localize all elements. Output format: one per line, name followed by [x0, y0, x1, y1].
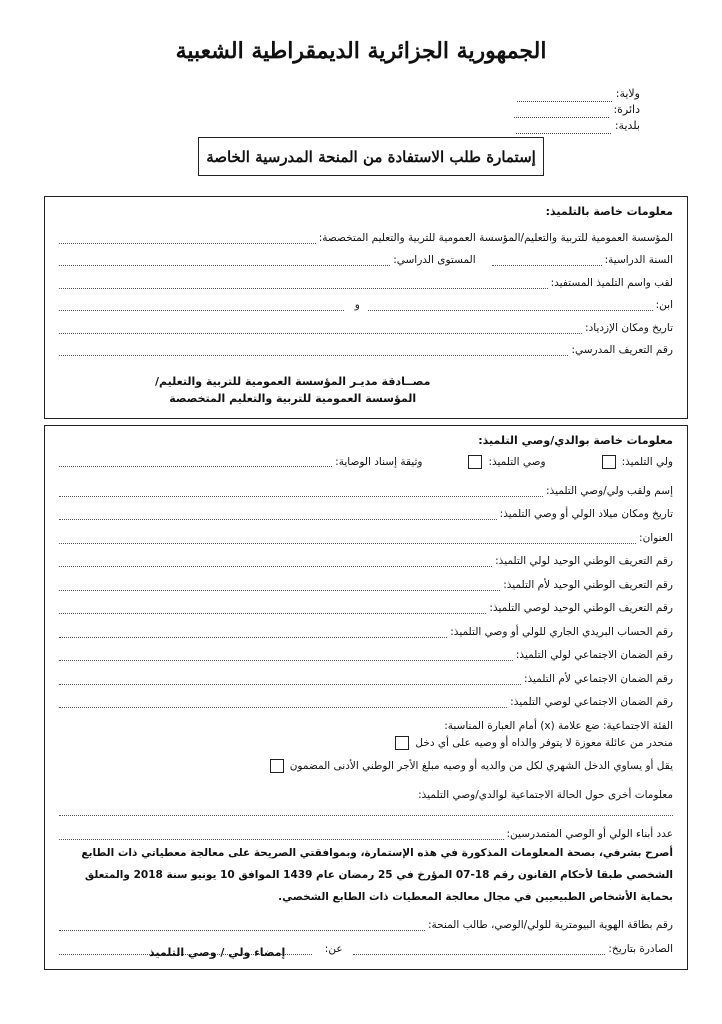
- daira-label: دائرة:: [613, 103, 640, 116]
- father-name-field[interactable]: [368, 300, 653, 311]
- guardian-parent-checkbox[interactable]: [602, 455, 616, 469]
- children-count-label: عدد أبناء الولي أو الوصي المتمدرسين:: [506, 827, 673, 840]
- level-field[interactable]: [59, 255, 390, 266]
- baladiya-field[interactable]: [516, 122, 611, 134]
- school-year-label: السنة الدراسية:: [604, 254, 673, 266]
- birth-label: تاريخ ومكان الإزدياد:: [585, 321, 673, 334]
- parent-birth-field[interactable]: [59, 509, 497, 520]
- ss-mother-field[interactable]: [59, 674, 521, 685]
- baladiya-label: بلدية:: [614, 119, 640, 132]
- student-section: [44, 196, 688, 419]
- republic-title: الجمهورية الجزائرية الديمقراطية الشعبية: [175, 38, 547, 64]
- issued-by-label: عن:: [324, 942, 343, 955]
- biometric-id-label: رقم بطاقة الهوية البيومترية للولي/الوصي، طالب المنحة:: [428, 919, 673, 931]
- guardian-custodian-label: وصي التلميذ:: [488, 455, 546, 468]
- director-stamp-block: [155, 373, 430, 407]
- parent-name-field[interactable]: [59, 486, 543, 497]
- nin-mother-field[interactable]: [59, 580, 500, 591]
- institution-label: المؤسسة العمومية للتربية والتعليم/المؤسسة العمومية للتربية والتعليم المتخصصة:: [318, 231, 673, 244]
- and-label: و: [354, 299, 360, 311]
- other-info-field[interactable]: [59, 801, 673, 816]
- biometric-id-field[interactable]: [59, 920, 425, 931]
- level-label: المستوى الدراسي:: [393, 254, 476, 266]
- student-name-field[interactable]: [59, 278, 548, 289]
- son-of-label: ابن:: [655, 299, 673, 311]
- nin-father-field[interactable]: [59, 556, 492, 567]
- ss-father-field[interactable]: [59, 650, 513, 661]
- option-1-checkbox[interactable]: [395, 736, 409, 750]
- parent-name-label: إسم ولقب ولي/وصي التلميذ:: [546, 484, 673, 497]
- nin-mother-label: رقم التعريف الوطني الوحيد لأم التلميذ:: [503, 578, 673, 591]
- postal-account-field[interactable]: [59, 627, 447, 638]
- custody-doc-label: وثيقة إسناد الوصاية:: [335, 455, 423, 468]
- address-field[interactable]: [59, 533, 636, 544]
- student-section-heading: معلومات خاصة بالتلميذ:: [545, 205, 673, 218]
- guardian-custodian-checkbox[interactable]: [468, 455, 482, 469]
- school-id-field[interactable]: [59, 345, 568, 356]
- nin-custodian-field[interactable]: [59, 603, 486, 614]
- ss-custodian-label: رقم الضمان الاجتماعي لوصي التلميذ:: [510, 696, 673, 708]
- signature-label: إمضاء ولي / وصي التلميذ: [149, 946, 286, 959]
- daira-field[interactable]: [514, 106, 609, 118]
- parent-section-heading: معلومات خاصة بوالدي/وصي التلميذ:: [478, 434, 673, 447]
- school-id-label: رقم التعريف المدرسي:: [571, 344, 673, 356]
- postal-account-label: رقم الحساب البريدي الجاري للولي أو وصي التلميذ:: [450, 625, 673, 638]
- option-2-label: يقل أو يساوي الدخل الشهري لكل من والديه أو وصيه مبلغ الأجر الوطني الأدنى المضمون: [289, 760, 673, 772]
- admin-block: [514, 86, 640, 134]
- nin-custodian-label: رقم التعريف الوطني الوحيد لوصي التلميذ:: [489, 602, 673, 614]
- wilaya-field[interactable]: [517, 90, 612, 102]
- issued-on-label: الصادرة بتاريخ:: [608, 942, 673, 955]
- ss-father-label: رقم الضمان الاجتماعي لولي التلميذ:: [515, 649, 673, 661]
- guardian-parent-label: ولي التلميذ:: [621, 455, 673, 468]
- nin-father-label: رقم التعريف الوطني الوحيد لولي التلميذ:: [495, 555, 673, 567]
- wilaya-label: ولاية:: [615, 87, 640, 100]
- mother-name-field[interactable]: [59, 300, 344, 311]
- form-title: إستمارة طلب الاستفادة من المنحة المدرسية الخاصة: [198, 137, 544, 176]
- ss-custodian-field[interactable]: [59, 697, 507, 708]
- stamp-line-1: مصــادقة مديـر المؤسسة العمومية للتربية والتعليم/: [155, 375, 431, 388]
- children-count-field[interactable]: [59, 829, 504, 840]
- option-1-label: منحدر من عائلة معوزة لا يتوفر والداه أو وصيه على أي دخل: [415, 737, 673, 749]
- student-name-label: لقب واسم التلميذ المستفيد:: [550, 276, 673, 289]
- custody-doc-field[interactable]: [59, 456, 332, 467]
- institution-field[interactable]: [59, 233, 316, 244]
- other-info-label: معلومات أخرى حول الحالة الاجتماعية لوالدي/وصي التلميذ:: [418, 789, 673, 801]
- social-category-label: الفئة الاجتماعية: ضع علامة (x) أمام العبارة المناسبة:: [444, 719, 673, 732]
- birth-field[interactable]: [59, 323, 582, 334]
- declaration-text: أصرح بشرفي، بصحة المعلومات المذكورة في هذه الإستمارة، وبموافقتي الصريحة على معالجة معطياتي ذات الطابع الشخصي طبقا لأحكام القانون رقم 18-07 المؤرخ في 25 رمضان عام 1439 الموافق 10 يونيو سنة 2018 والمتعلق بحماية الأشخاص الطبيعيين في مجال معالجة المعطيات ذات الطابع الشخصي.: [81, 846, 673, 903]
- parent-section: [44, 425, 688, 970]
- option-2-checkbox[interactable]: [270, 759, 284, 773]
- stamp-line-2: المؤسسة العمومية للتربية والتعليم المتخصصة: [169, 392, 417, 405]
- school-year-field[interactable]: [492, 255, 602, 266]
- ss-mother-label: رقم الضمان الاجتماعي لأم التلميذ:: [523, 672, 673, 685]
- issued-on-field[interactable]: [353, 944, 606, 955]
- parent-birth-label: تاريخ ومكان ميلاد الولي أو وصي التلميذ:: [499, 508, 673, 520]
- address-label: العنوان:: [639, 531, 673, 544]
